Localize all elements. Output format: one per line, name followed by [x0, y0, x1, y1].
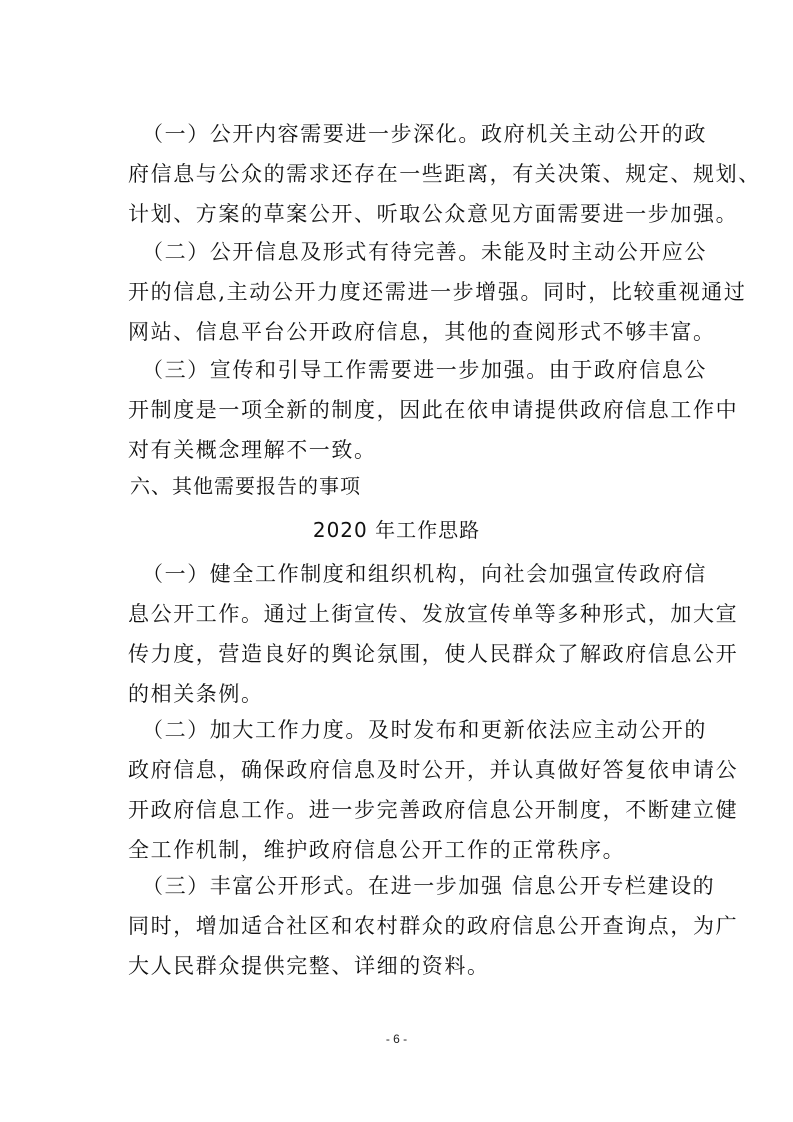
page-number: - 6 - [385, 1032, 408, 1046]
text-line: 开政府信息工作。进一步完善政府信息公开制度，不断建立健 [128, 798, 739, 822]
text-line: 政府信息，确保政府信息及时公开，并认真做好答复依申请公 [128, 758, 739, 782]
text-line: （二）公开信息及形式有待完善。未能及时主动公开应公 [142, 240, 707, 264]
text-line: 开制度是一项全新的制度，因此在依申请提供政府信息工作中 [128, 398, 739, 422]
plan-paragraph-2 [128, 710, 739, 870]
plan-paragraph-3 [128, 866, 739, 986]
issue-paragraph-1 [128, 114, 761, 234]
text-line: 开的信息,主动公开力度还需进一步增强。同时，比较重视通过 [128, 280, 747, 304]
text-line: 同时，增加适合社区和农村群众的政府信息公开查询点，为广 [128, 914, 739, 938]
text-line: 对有关概念理解不一致。 [128, 438, 377, 462]
section-heading: 六、其他需要报告的事项 [130, 474, 361, 498]
text-line: 息公开工作。通过上街宣传、发放宣传单等多种形式，加大宣 [128, 602, 739, 626]
plan-paragraph-1 [128, 554, 739, 714]
text-line: 网站、信息平台公开政府信息，其他的查阅形式不够丰富。 [128, 320, 716, 344]
text-line: （三）宣传和引导工作需要进一步加强。由于政府信息公 [142, 358, 707, 382]
text-line: 计划、方案的草案公开、听取公众意见方面需要进一步加强。 [128, 202, 739, 226]
text-line: 大人民群众提供完整、详细的资料。 [128, 954, 490, 978]
text-line: （二）加大工作力度。及时发布和更新依法应主动公开的 [142, 718, 707, 742]
text-line: （一）公开内容需要进一步深化。政府机关主动公开的政 [142, 122, 707, 146]
plan-title: 2020 年工作思路 [312, 518, 481, 542]
text-line: （三）丰富公开形式。在进一步加强 信息公开专栏建设的 [142, 874, 716, 898]
text-line: 传力度，营造良好的舆论氛围，使人民群众了解政府信息公开 [128, 642, 739, 666]
text-line: （一）健全工作制度和组织机构，向社会加强宣传政府信 [142, 562, 707, 586]
issue-paragraph-3 [128, 350, 739, 470]
text-line: 府信息与公众的需求还存在一些距离，有关决策、规定、规划、 [128, 162, 761, 186]
issue-paragraph-2 [128, 232, 747, 352]
text-line: 的相关条例。 [128, 682, 264, 706]
text-line: 全工作机制，维护政府信息公开工作的正常秩序。 [128, 838, 626, 862]
